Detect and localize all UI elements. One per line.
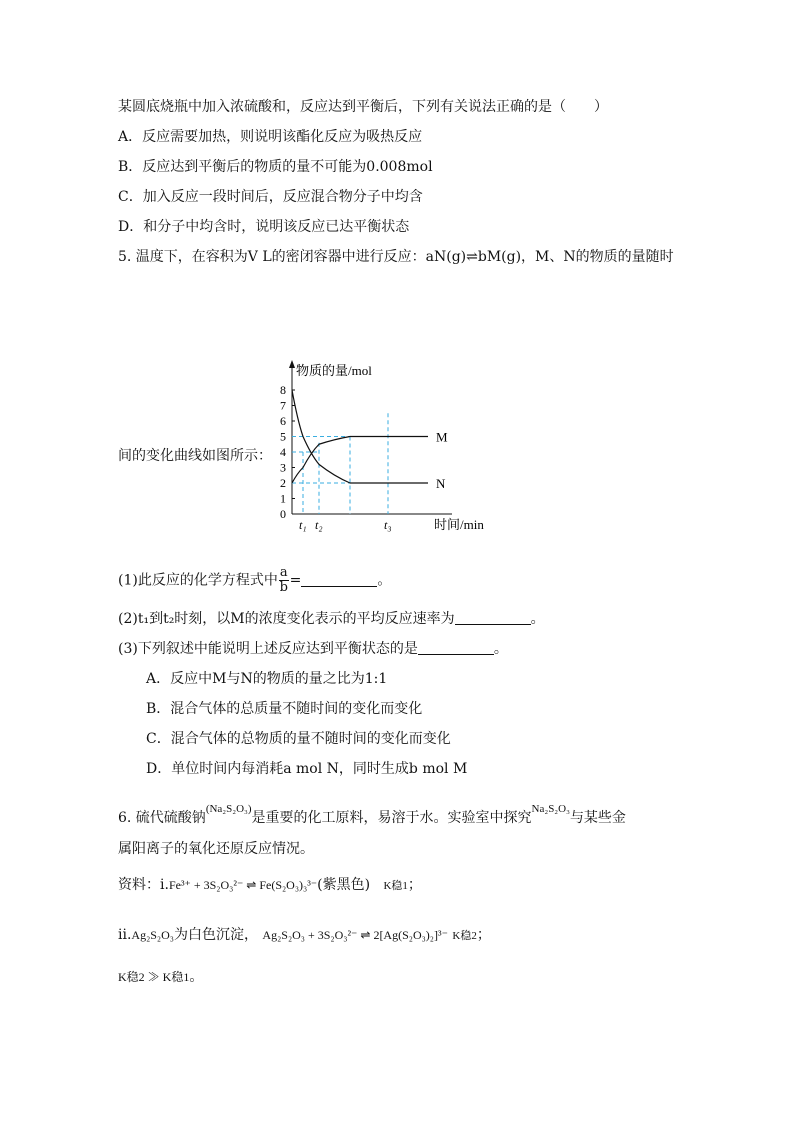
q5-sub2-end: 。 [530, 611, 545, 627]
q6-intro-a: 6. 硫代硫酸钠 [118, 810, 206, 826]
q5-option-a: A．反应中M与N的物质的量之比为1:1 [146, 671, 388, 687]
q5-sub1-prefix: (1)此反应的化学方程式中 [118, 572, 278, 589]
ref-ii-formula: Ag₂S₂O₃ [131, 928, 174, 942]
q5-option-d: D．单位时间内每消耗a mol N，同时生成b mol M [146, 761, 468, 777]
y-tick-label: 2 [280, 476, 286, 490]
q6-formula: Na₂S₂O₃ [531, 803, 570, 815]
q5-option-b: B．混合气体的总质量不随时间的变化而变化 [146, 701, 423, 717]
x-tick-label: t₂ [315, 518, 323, 532]
x-tick-label: t₁ [299, 518, 307, 532]
y-tick-label: 7 [280, 398, 286, 413]
y-tick-label: 3 [280, 460, 286, 475]
ref-ii-label: ii. [118, 927, 132, 943]
q5-sub3 [118, 640, 508, 658]
ref-i-label: 资料：i. [118, 877, 169, 893]
y-tick-label: 4 [280, 445, 286, 459]
q5-sub1-equals: = [289, 572, 302, 589]
q5-option-c: C．混合气体的总物质的量不随时间的变化而变化 [146, 731, 451, 747]
answer-blank-2[interactable] [455, 610, 531, 625]
ref-i [118, 876, 422, 895]
ref-ii-text: 为白色沉淀， [173, 927, 258, 943]
ref-i-k: K稳1 [383, 880, 408, 892]
y-tick-label: 1 [280, 491, 286, 506]
q5-stem: 5. 温度下，在容积为V L的密闭容器中进行反应：aN(g)⇌bM(g)，M、N的物质的量随时 [118, 249, 674, 265]
q6-intro [118, 800, 626, 827]
series-line-M [292, 437, 428, 484]
y-axis-arrow [289, 360, 295, 368]
ref-iii-end: 。 [189, 969, 204, 985]
q5-sub1-end: 。 [377, 572, 392, 589]
ref-ii-end: ； [476, 927, 491, 943]
q6-intro-c: 与某些金 [569, 810, 626, 826]
ref-ii-k: K稳2 [452, 930, 477, 942]
x-axis-label: 时间/min [434, 517, 484, 532]
x-tick-label: t₃ [384, 518, 392, 532]
y-tick-label: 0 [280, 507, 286, 521]
y-axis-label: 物质的量/mol [296, 363, 372, 378]
ref-i-equation: Fe³⁺ + 3S₂O₃²⁻ ⇌ Fe(S₂O₃)₃³⁻ [168, 878, 318, 892]
q6-intro-b: 是重要的化工原料，易溶于水。实验室中探究 [251, 810, 532, 826]
answer-blank-1[interactable] [301, 572, 377, 587]
ref-ii [118, 926, 491, 945]
ref-iii [118, 968, 203, 986]
q4-stem: 某圆底烧瓶中加入浓硫酸和，反应达到平衡后，下列有关说法正确的是（ ） [118, 99, 608, 115]
ref-iii-relation: K稳2 ≫ K稳1 [118, 970, 190, 984]
series-label-N: N [436, 476, 446, 491]
q4-option-d: D．和分子中均含时，说明该反应已达平衡状态 [118, 219, 410, 235]
q5-sub2-text: (2)t₁到t₂时刻，以M的浓度变化表示的平均反应速率为 [118, 611, 455, 627]
ratio-fraction [279, 566, 289, 595]
q5-sub1 [118, 566, 391, 595]
y-tick-label: 8 [280, 383, 286, 397]
fraction-denominator: b [279, 580, 288, 595]
ref-ii-equation: Ag₂S₂O₃ + 3S₂O₃²⁻ ⇌ 2[Ag(S₂O₃)₂]³⁻ [262, 928, 448, 942]
y-tick-label: 6 [280, 414, 286, 428]
q4-option-c: C．加入反应一段时间后，反应混合物分子中均含 [118, 189, 423, 205]
ref-i-end: ； [407, 877, 422, 893]
q6-line2: 属阳离子的氧化还原反应情况。 [118, 841, 314, 857]
q5-sub2 [118, 610, 545, 628]
fraction-numerator: a [279, 565, 288, 580]
answer-blank-3[interactable] [418, 640, 494, 655]
q5-graph-intro: 间的变化曲线如图所示： [118, 448, 272, 464]
amount-vs-time-chart [262, 358, 502, 538]
q5-sub3-end: 。 [493, 641, 508, 657]
ref-i-color: (紫黑色) [317, 877, 371, 893]
series-label-M: M [436, 429, 448, 445]
y-tick-label: 5 [280, 429, 286, 444]
q4-option-a: A．反应需要加热，则说明该酯化反应为吸热反应 [118, 129, 423, 145]
q4-option-b: B．反应达到平衡后的物质的量不可能为0.008mol [118, 159, 433, 175]
q6-formula-paren: (Na₂S₂O₃) [205, 803, 252, 815]
q5-sub3-text: (3)下列叙述中能说明上述反应达到平衡状态的是 [118, 641, 418, 657]
